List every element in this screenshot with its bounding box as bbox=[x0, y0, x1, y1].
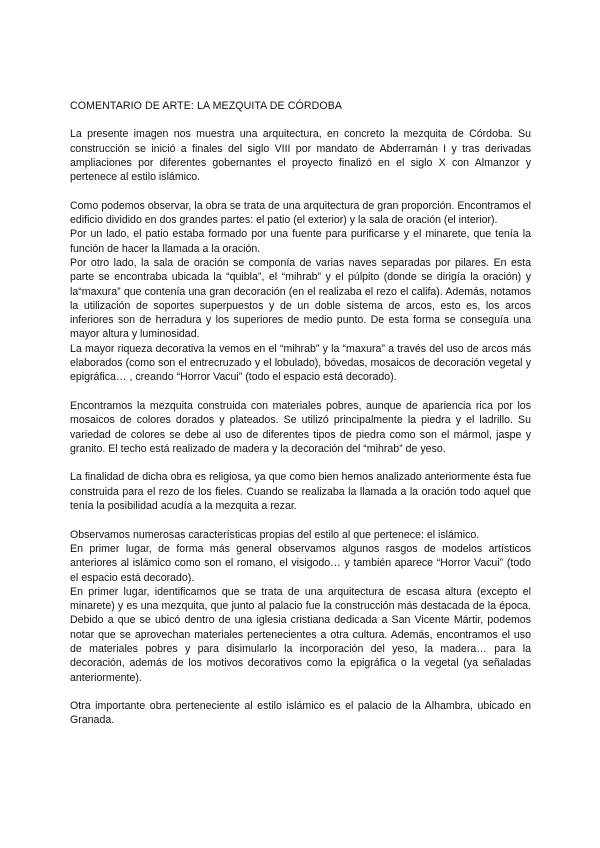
paragraph-line: Encontramos la mezquita construida con materiales pobres, aunque de apariencia rica por los mosaicos de colores dorados y plateados. Se utilizó principalmente la piedra y el ladrillo. Su variedad de colores se debe al uso de diferentes tipos de piedra como son el mármol, jaspe y granito. El techo está realizado de madera y la decoración del “mihrab” de yeso. bbox=[70, 399, 531, 455]
paragraph-line: Por otro lado, la sala de oración se componía de varias naves separadas por pilares. En esta parte se encontraba ubicada la “quibla”, el “mihrab” y el púlpito (donde se dirigía la oración) y la“maxura” que contenía una gran decoración (en el realizaba el rezo el califa). Además, notamos la utilización de soportes superpuestos y de un doble sistema de arcos, esto es, los arcos inferiores son de herradura y los superiores de medio punto. De esta forma se conseguía una mayor altura y luminosidad. bbox=[70, 256, 531, 341]
paragraph-materials bbox=[70, 399, 531, 456]
paragraph-line: Como podemos observar, la obra se trata de una arquitectura de gran proporción. Encontramos el edificio dividido en dos grandes partes: el patio (el exterior) y la sala de oración (el interior). bbox=[70, 199, 531, 227]
paragraph-line: En primer lugar, identificamos que se trata de una arquitectura de escasa altura (excepto el minarete) y es una mezquita, que junto al palacio fue la construcción más destacada de la época. Debido a que se ubicó dentro de una iglesia cristiana dedicada a San Vicente Mártir, podemos notar que se aprovechan materiales pertenecientes a otra cultura. Además, encontramos el uso de materiales pobres y para disimularlo la incorporación del yeso, la madera… para la decoración, además de los motivos decorativos como la epigráfica o la vegetal (ya señaladas anteriormente). bbox=[70, 585, 531, 684]
document-page bbox=[70, 99, 531, 742]
paragraph-purpose bbox=[70, 470, 531, 513]
paragraph-line: La finalidad de dicha obra es religiosa, ya que como bien hemos analizado anteriormente ésta fue construida para el rezo de los fieles. Cuando se realizaba la llamada a la oración todo aquel que tenía la posibilidad acudía a la mezquita a rezar. bbox=[70, 471, 531, 513]
document-title: COMENTARIO DE ARTE: LA MEZQUITA DE CÓRDOBA bbox=[70, 100, 343, 112]
paragraph-line: Por un lado, el patio estaba formado por una fuente para purificarse y el minarete, que tenía la función de hacer la llamada a la oración. bbox=[70, 228, 531, 255]
paragraph-line: La mayor riqueza decorativa la vemos en el “mihrab” y la “maxura” a través del uso de arcos más elaborados (como son el entrecruzado y el lobulado), bóvedas, mosaicos de decoración vegetal y epigráfica… , creando “Horror Vacui” (todo el espacio está decorado). bbox=[70, 342, 531, 384]
paragraph-description bbox=[70, 199, 531, 385]
paragraph-style bbox=[70, 528, 531, 685]
paragraph-line: Observamos numerosas características propias del estilo al que pertenece: el islámico. bbox=[70, 528, 480, 541]
paragraph-conclusion bbox=[70, 699, 531, 728]
paragraph-line: En primer lugar, de forma más general observamos algunos rasgos de modelos artísticos anteriores al islámico como son el romano, el visigodo… y también aparece “Horror Vacui” (todo el espacio está decorado). bbox=[70, 542, 531, 584]
paragraph-introduction bbox=[70, 127, 531, 184]
paragraph-line: La presente imagen nos muestra una arquitectura, en concreto la mezquita de Córdoba. Su construcción se inició a finales del siglo VIII por mandato de Abderramán I y tras derivadas ampliaciones por diferentes gobernantes el proyecto finalizó en el siglo X con Almanzor y pertenece al estilo islámico. bbox=[70, 128, 531, 184]
paragraph-line: Otra importante obra perteneciente al estilo islámico es el palacio de la Alhambra, ubicado en Granada. bbox=[70, 700, 531, 727]
